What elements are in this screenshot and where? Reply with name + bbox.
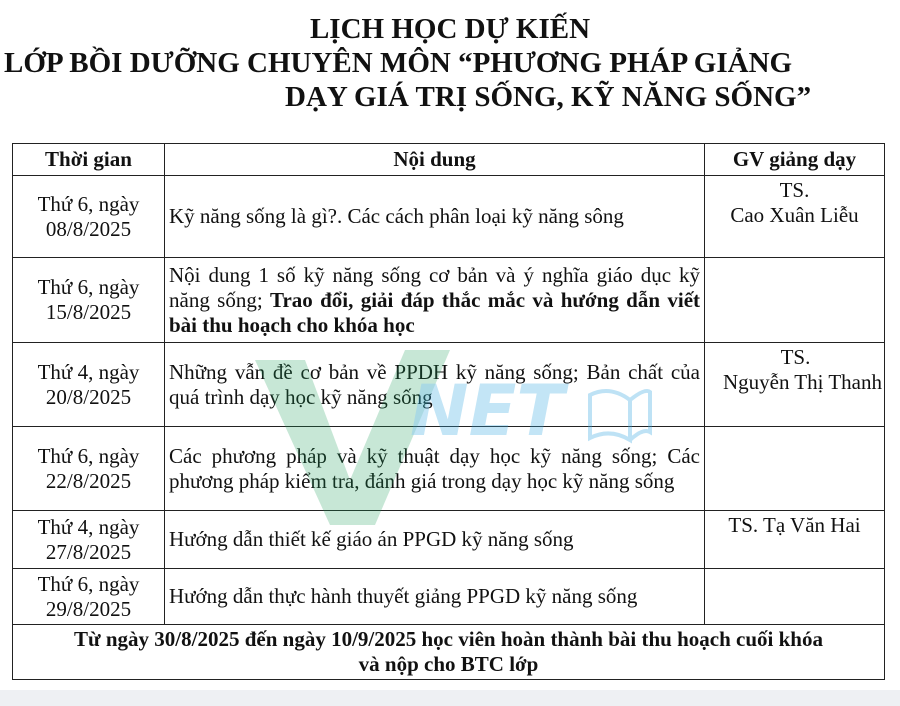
date-value: 20/8/2025 [45, 384, 132, 409]
teacher-name: TS. Tạ Văn Hai [728, 513, 861, 537]
teacher-cell [705, 511, 885, 569]
date-value: 22/8/2025 [45, 468, 132, 493]
teacher-cell [705, 343, 885, 427]
footer-line-2: và nộp cho BTC lớp [358, 652, 539, 676]
date-weekday: Thứ 6, ngày [37, 571, 140, 596]
header-time: Thời gian [13, 144, 165, 176]
content-cell: Hướng dẫn thiết kế giáo án PPGD kỹ năng sống [165, 511, 705, 569]
content-cell: Những vẫn đề cơ bản về PPDH kỹ năng sống; Bản chất của quá trình dạy học kỹ năng sống [165, 343, 705, 427]
teacher-name: Nguyễn Thị Thanh [722, 370, 882, 394]
content-cell [165, 258, 705, 343]
date-cell [13, 343, 165, 427]
watermark-text: NET [410, 370, 565, 452]
footer-row [13, 625, 885, 680]
table-row [13, 343, 885, 427]
table-row [13, 569, 885, 625]
header-content: Nội dung [165, 144, 705, 176]
teacher-cell [705, 569, 885, 625]
table-row [13, 427, 885, 511]
date-weekday: Thứ 6, ngày [37, 443, 140, 468]
title-line-1: LỊCH HỌC DỰ KIẾN [309, 13, 591, 45]
date-cell [13, 569, 165, 625]
content-cell: Hướng dẫn thực hành thuyết giảng PPGD kỹ năng sống [165, 569, 705, 625]
teacher-cell [705, 427, 885, 511]
content-text: Nội dung 1 số kỹ năng sống cơ bản và ý nghĩa giáo dục kỹ năng sống; [169, 262, 700, 312]
date-weekday: Thứ 4, ngày [37, 514, 140, 539]
footer-line-1: Từ ngày 30/8/2025 đến ngày 10/9/2025 học viên hoàn thành bài thu hoạch cuối khóa [74, 627, 823, 651]
schedule-table [12, 143, 885, 680]
table-row [13, 176, 885, 258]
date-weekday: Thứ 6, ngày [37, 275, 140, 299]
date-value: 29/8/2025 [45, 596, 132, 621]
date-cell [13, 258, 165, 343]
date-value: 08/8/2025 [45, 216, 132, 241]
date-weekday: Thứ 4, ngày [37, 359, 140, 384]
bottom-band [0, 690, 900, 706]
title-line-2: LỚP BỒI DƯỠNG CHUYÊN MÔN “PHƯƠNG PHÁP GIẢNG [4, 47, 793, 79]
content-bold-text: Trao đổi, giải đáp thắc mắc và hướng dẫn viết bài thu hoạch cho khóa học [169, 287, 701, 337]
content-cell: Các phương pháp và kỹ thuật dạy học kỹ năng sống; Các phương pháp kiểm tra, đánh giá trong dạy học kỹ năng sống [165, 427, 705, 511]
date-cell [13, 176, 165, 258]
table-row [13, 258, 885, 343]
date-value: 15/8/2025 [45, 300, 132, 324]
date-cell [13, 511, 165, 569]
date-value: 27/8/2025 [45, 539, 132, 564]
header-teacher: GV giảng dạy [705, 144, 885, 176]
teacher-name: Cao Xuân Liễu [730, 203, 859, 227]
teacher-cell [705, 258, 885, 343]
teacher-title: TS. [779, 178, 810, 202]
content-cell: Kỹ năng sống là gì?. Các cách phân loại kỹ năng sông [165, 176, 705, 258]
document-title [0, 12, 900, 114]
date-cell [13, 427, 165, 511]
teacher-title: TS. [780, 345, 811, 369]
title-line-3: DẠY GIÁ TRỊ SỐNG, KỸ NĂNG SỐNG” [285, 81, 812, 113]
footer-note [13, 625, 885, 680]
date-weekday: Thứ 6, ngày [37, 191, 140, 216]
header-row [13, 144, 885, 176]
table-row [13, 511, 885, 569]
teacher-cell [705, 176, 885, 258]
